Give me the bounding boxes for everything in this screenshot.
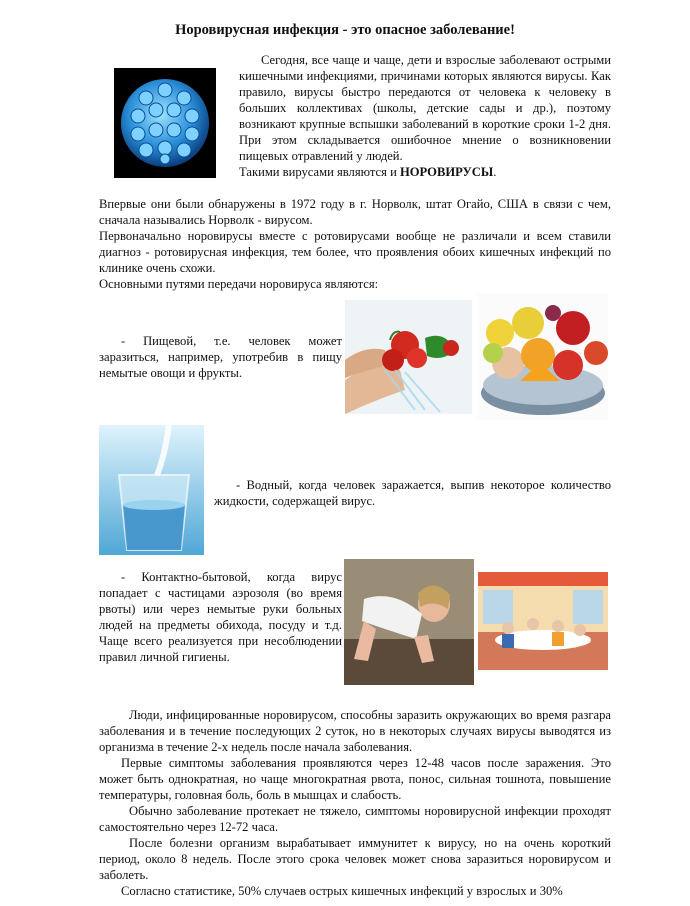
route-food-text: - Пищевой, т.е. человек может заразиться, например, употребив в пищу немытые овощи и фрукты. (99, 334, 342, 380)
route-water-text: - Водный, когда человек заражается, выпив некоторое количество жидкости, содержащей вирус. (214, 478, 611, 508)
route-contact-text: - Контактно-бытовой, когда вирус попадает с частицами аэрозоля (во время рвоты) или через немытые руки больных людей на предметы обихода, посуду и т.д. Чаще всего реализуется при несоблюдении правил личной гигиены. (99, 570, 342, 664)
intro-norovirus-bold: НОРОВИРУСЫ (399, 165, 494, 179)
body-paragraph-4: После болезни организм вырабатывает иммунитет к вирусу, но на очень короткий период, около 8 недель. После этого срока человек может снова заразиться норовирусом и заболеть. (99, 836, 611, 882)
body-paragraph-3: Обычно заболевание протекает не тяжело, симптомы норовирусной инфекции проходят самостоятельно через 12-72 часа. (99, 804, 611, 834)
intro-paragraph: Сегодня, все чаще и чаще, дети и взрослые заболевают острыми кишечными инфекциями, причинами которых являются вирусы. Как правило, вирусы быстро передаются от человека к человеку в больших коллективах (школы, детские сады и др.), поэтому возникают крупные вспышки заболеваний в короткие сроки 1-2 дня. При этом складывается ошибочное мнение о возникновении пищевых отравлений у людей. (239, 53, 611, 163)
virus-image (114, 68, 216, 178)
kindergarten-image (478, 572, 608, 670)
washing-vegetables-image (345, 300, 472, 414)
fruit-bowl-image (478, 293, 608, 420)
history-paragraph-1: Впервые они были обнаружены в 1972 году в г. Норволк, штат Огайо, США в связи с чем, сначала назывались Норволк - вирусом. (99, 197, 611, 227)
intro-norovirus-line (239, 164, 611, 180)
body-paragraph-1: Люди, инфицированные норовирусом, способны заразить окружающих во время разгара заболевания и в течение последующих 2 суток, но в некоторых случаях вирусы выводятся из организма в течение 2-х недель после начала заболевания. (99, 708, 611, 754)
body-paragraph-5: Согласно статистике, 50% случаев острых кишечных инфекций у взрослых и 30% (121, 884, 563, 898)
history-paragraph-2: Первоначально норовирусы вместе с ротовирусами вообще не различали и всем ставили диагноз - ротовирусная инфекция, тем более, что проявления обоих кишечных инфекций по клинике очень схожи. (99, 229, 611, 275)
water-glass-image (99, 425, 204, 555)
intro-norovirus-suffix: . (493, 165, 497, 179)
child-playing-image (344, 559, 474, 685)
body-paragraph-2: Первые симптомы заболевания проявляются через 12-48 часов после заражения. Это может быть однократная, но чаще многократная рвота, понос, сильная тошнота, повышение температуры, головная боль, боль в мышцах и слабость. (99, 756, 611, 802)
intro-norovirus-prefix: Такими вирусами являются и (239, 165, 400, 179)
history-paragraph-3: Основными путями передачи норовируса являются: (99, 277, 379, 291)
page-title: Норовирусная инфекция - это опасное заболевание! (175, 22, 515, 38)
